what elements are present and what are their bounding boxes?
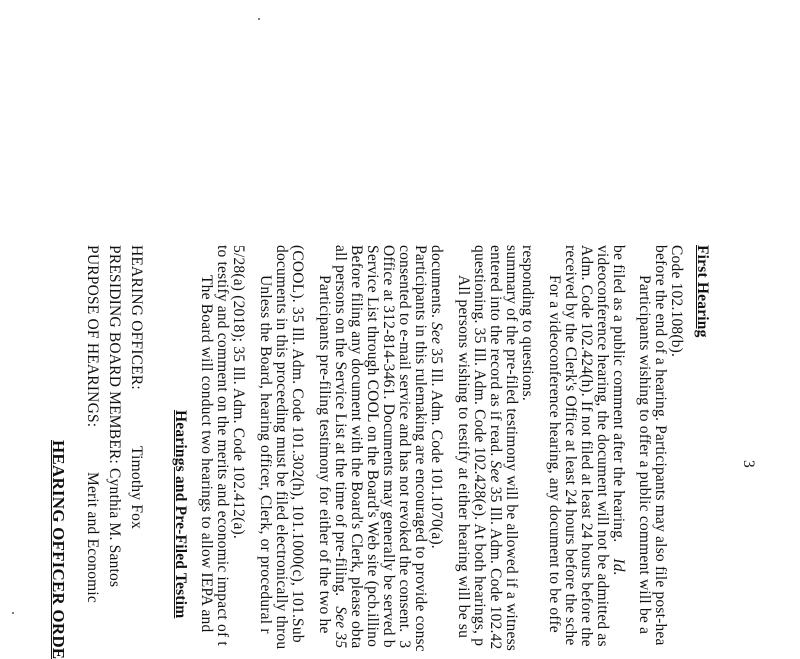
para3-line4: Service List through COOL on the Board's Web site (pcb.illino xyxy=(364,245,381,648)
para2-line2: documents in this proceeding must be filed electronically throu xyxy=(273,245,290,650)
para4-line5: responding to questions. xyxy=(519,245,536,401)
para5-line2: received by the Clerk's Office at least 24 hours before the sche xyxy=(562,245,579,646)
section-heading: Hearings and Pre-Filed Testim xyxy=(172,410,189,619)
para5-line3: Adm. Code 102.424(h). If not filed at least 24 hours before the xyxy=(578,245,595,647)
para3-line2: all persons on the Service List at the time of pre-filing.See 35 xyxy=(332,245,349,649)
para6-line3: Code 102.108(b). xyxy=(668,245,685,358)
page-number: 3 xyxy=(740,460,757,468)
presiding-value: Cynthia M. Santos xyxy=(106,468,123,588)
para4-line3: entered into the record as if read. See 35 Ill. Adm. Code 102.42 xyxy=(487,245,504,650)
first-hearing-heading: First Hearing xyxy=(694,245,711,338)
presiding-label: PRESIDING BOARD MEMBER: xyxy=(106,245,123,465)
para1-line3: 5/28(a) (2018); 35 Ill. Adm. Code 102.412(a). xyxy=(230,245,247,539)
scan-speck xyxy=(12,612,14,614)
page-heading: HEARING OFFICER ORDE xyxy=(49,440,68,659)
purpose-label: PURPOSE OF HEARINGS: xyxy=(84,245,101,428)
para3-line8: documents. See 35 Ill. Adm. Code 101.1070(a). xyxy=(428,245,445,549)
purpose-value: Merit and Economic xyxy=(84,472,101,604)
para5-line1: For a videoconference hearing, any document to be offe xyxy=(546,275,563,633)
para5-line5: be filed as a public comment after the hearing.Id. xyxy=(610,245,627,576)
scan-speck xyxy=(258,18,260,20)
para6-line1: Participants wishing to offer a public comment will be a xyxy=(636,275,653,635)
para2-line3: (COOL). 35 Ill. Adm. Code 101.302(h), 101.1000(c), 101.Sub xyxy=(289,245,306,643)
para3-line5: Office at 312-814-3461. Documents may generally be served b xyxy=(380,245,397,648)
para3-line6: consented to e-mail service and has not revoked the consent.3 xyxy=(396,245,413,649)
para6-line2: before the end of a hearing. Participants may also file post-hea xyxy=(652,245,669,646)
officer-label: HEARING OFFICER: xyxy=(128,245,145,390)
para5-line4: videoconference hearing, the document will not be admitted as xyxy=(594,245,611,647)
para4-line1: All persons wishing to testify at either hearing will be su xyxy=(455,275,472,639)
officer-value: Timothy Fox xyxy=(128,446,145,530)
para3-line1: Participants pre-filing testimony for either of the two he xyxy=(316,275,333,634)
para1-line2: to testify and comment on the merits and economic impact of t xyxy=(214,245,231,646)
para3-line3: Before filing any document with the Board's Clerk, please obta xyxy=(348,245,365,649)
para4-line2: questioning. 35 Ill. Adm. Code 102.428(e). At both hearings, p xyxy=(471,245,488,647)
para1-line1: The Board will conduct two hearings to allow IEPA and xyxy=(198,275,215,633)
para2-line1: Unless the Board, hearing officer, Clerk, or procedural r xyxy=(257,275,274,634)
para3-line7: Participants in this rulemaking are encouraged to provide consc xyxy=(412,245,429,652)
para4-line4: summary of the pre-filed testimony will be allowed if a witness xyxy=(503,245,520,652)
